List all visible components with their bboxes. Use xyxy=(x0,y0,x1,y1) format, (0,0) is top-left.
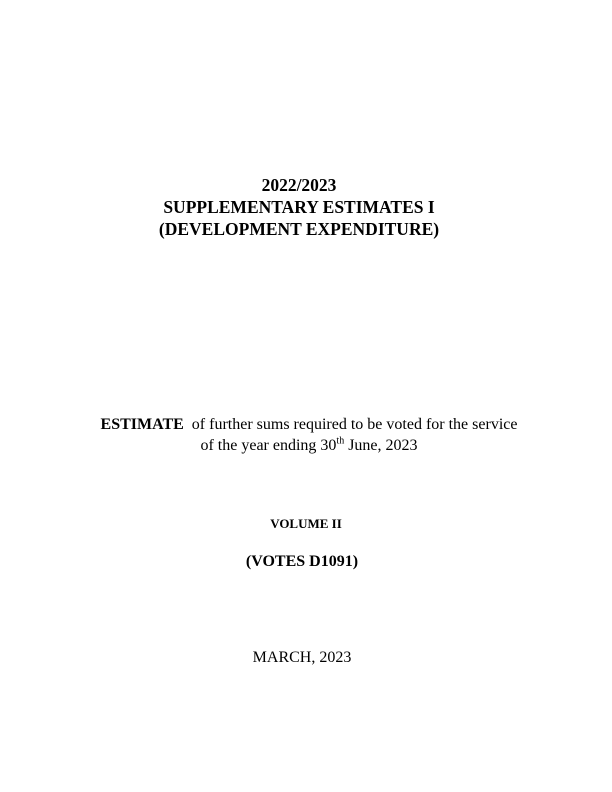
votes-label: (VOTES D1091) xyxy=(245,553,359,570)
title-year: 2022/2023 xyxy=(261,175,337,195)
volume-label: VOLUME II xyxy=(270,516,342,531)
estimate-line-2-post: June, 2023 xyxy=(344,437,418,454)
estimate-line-2 xyxy=(0,435,612,456)
estimate-lead: ESTIMATE xyxy=(100,416,184,433)
estimate-line-2-pre: of the year ending 30 xyxy=(200,437,337,454)
document-title xyxy=(0,174,598,240)
estimate-ordinal-suffix: th xyxy=(336,435,345,447)
estimate-line-1 xyxy=(0,414,612,435)
estimate-description xyxy=(0,414,612,456)
publication-date: MARCH, 2023 xyxy=(252,649,352,666)
title-supplementary-estimates: SUPPLEMENTARY ESTIMATES I xyxy=(163,197,435,217)
estimate-line-1-text: of further sums required to be voted for the service xyxy=(191,416,518,433)
title-development-expenditure: (DEVELOPMENT EXPENDITURE) xyxy=(158,219,440,239)
